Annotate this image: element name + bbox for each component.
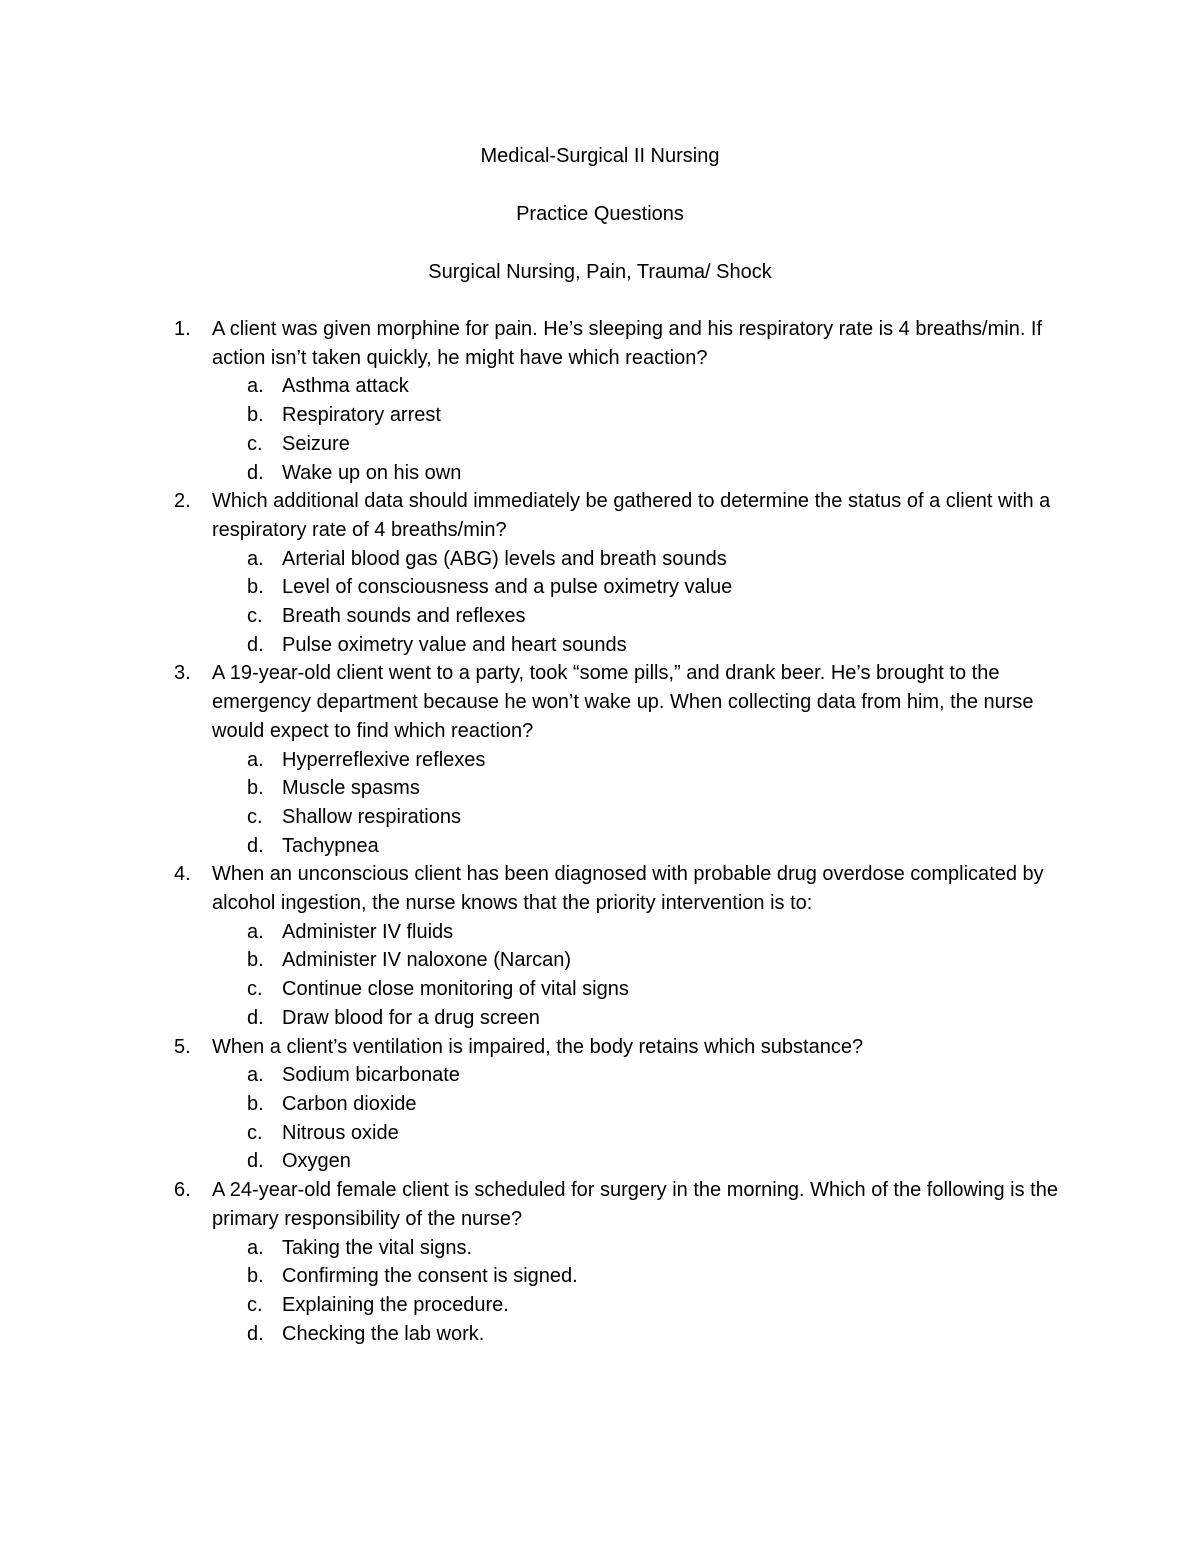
question-number: 3. [174,662,191,685]
question-text: When a client’s ventilation is impaired, the body retains which substance? [212,1035,864,1058]
option-text: Hyperreflexive reflexes [282,748,486,771]
option-d [212,1320,1072,1349]
question-1 [0,315,1072,487]
option-letter: c. [247,978,263,1001]
question-number: 6. [174,1179,191,1202]
option-text: Continue close monitoring of vital signs [282,978,629,1001]
option-text: Tachypnea [282,834,379,857]
option-d [212,1004,1072,1033]
option-text: Sodium bicarbonate [282,1064,460,1087]
option-a [212,746,1072,775]
document-title: Medical-Surgical II Nursing [480,145,720,167]
question-text: A 24-year-old female client is scheduled for surgery in the morning. Which of the following is the primary responsibility of the nurse? [212,1179,1058,1230]
option-text: Confirming the consent is signed. [282,1265,578,1288]
option-a [212,372,1072,401]
option-list [212,1061,1072,1176]
question-6 [0,1176,1072,1348]
option-text: Pulse oximetry value and heart sounds [282,633,627,656]
option-list [212,746,1072,861]
document-topic: Surgical Nursing, Pain, Trauma/ Shock [428,261,772,283]
question-text: When an unconscious client has been diagnosed with probable drug overdose complicated by alcohol ingestion, the nurse knows that the priority intervention is to: [212,863,1044,915]
option-a [212,1234,1072,1263]
option-text: Arterial blood gas (ABG) levels and breath sounds [282,547,727,570]
option-b [212,1090,1072,1119]
option-letter: c. [247,605,263,628]
option-a [212,918,1072,947]
option-text: Shallow respirations [282,805,461,828]
option-letter: a. [247,748,264,771]
question-text: A 19-year-old client went to a party, took “some pills,” and drank beer. He’s brought to the emergency department because he won’t wake up. When collecting data from him, the nurse would expect to find which reaction? [212,662,1034,742]
option-c [212,602,1072,631]
option-d [212,832,1072,861]
option-c [212,1291,1072,1320]
option-letter: c. [247,1121,263,1144]
option-c [212,803,1072,832]
option-letter: b. [247,777,264,800]
option-d [212,1147,1072,1176]
option-letter: a. [247,920,264,943]
option-text: Taking the vital signs. [282,1236,473,1259]
option-letter: d. [247,1322,264,1345]
option-letter: d. [247,633,264,656]
option-c [212,430,1072,459]
option-text: Respiratory arrest [282,404,441,427]
option-letter: c. [247,432,263,455]
option-letter: c. [247,805,263,828]
option-text: Checking the lab work. [282,1322,485,1345]
question-number: 1. [174,318,191,340]
question-number: 2. [174,490,191,513]
question-5 [0,1033,1072,1177]
option-list [212,545,1072,660]
question-3 [0,659,1072,860]
option-text: Seizure [282,432,350,455]
option-letter: a. [247,375,264,398]
option-a [212,1061,1072,1090]
option-letter: a. [247,1236,264,1259]
option-text: Oxygen [282,1150,351,1173]
question-list [0,315,1200,1348]
question-2 [0,487,1072,659]
question-4 [0,860,1072,1032]
option-text: Breath sounds and reflexes [282,605,526,628]
option-letter: d. [247,834,264,857]
option-list [212,1234,1072,1349]
option-list [212,918,1072,1033]
option-b [212,946,1072,975]
option-d [212,459,1072,488]
option-d [212,631,1072,660]
option-letter: d. [247,1006,264,1029]
option-b [212,774,1072,803]
option-text: Carbon dioxide [282,1092,417,1115]
question-number: 4. [174,863,191,886]
option-list [212,372,1072,487]
question-text: Which additional data should immediately be gathered to determine the status of a client with a respiratory rate of 4 breaths/min? [212,490,1051,541]
option-text: Asthma attack [282,375,409,398]
option-text: Draw blood for a drug screen [282,1006,540,1029]
option-letter: c. [247,1293,263,1316]
option-text: Administer IV naloxone (Narcan) [282,949,572,972]
option-letter: b. [247,949,264,972]
option-a [212,545,1072,574]
option-b [212,573,1072,602]
option-c [212,975,1072,1004]
option-letter: d. [247,461,264,484]
option-text: Administer IV fluids [282,920,454,943]
option-letter: b. [247,404,264,427]
question-number: 5. [174,1035,191,1058]
option-letter: d. [247,1150,264,1173]
option-text: Muscle spasms [282,777,420,800]
option-text: Wake up on his own [282,461,462,484]
question-text: A client was given morphine for pain. He’s sleeping and his respiratory rate is 4 breaths/min. If action isn’t taken quickly, he might have which reaction? [212,318,1043,369]
option-b [212,401,1072,430]
option-c [212,1119,1072,1148]
option-letter: b. [247,1265,264,1288]
document-subtitle: Practice Questions [516,203,684,225]
option-text: Explaining the procedure. [282,1293,509,1316]
option-b [212,1262,1072,1291]
option-letter: a. [247,1064,264,1087]
option-text: Level of consciousness and a pulse oximetry value [282,576,733,599]
option-letter: b. [247,1092,264,1115]
option-letter: a. [247,547,264,570]
option-text: Nitrous oxide [282,1121,399,1144]
option-letter: b. [247,576,264,599]
